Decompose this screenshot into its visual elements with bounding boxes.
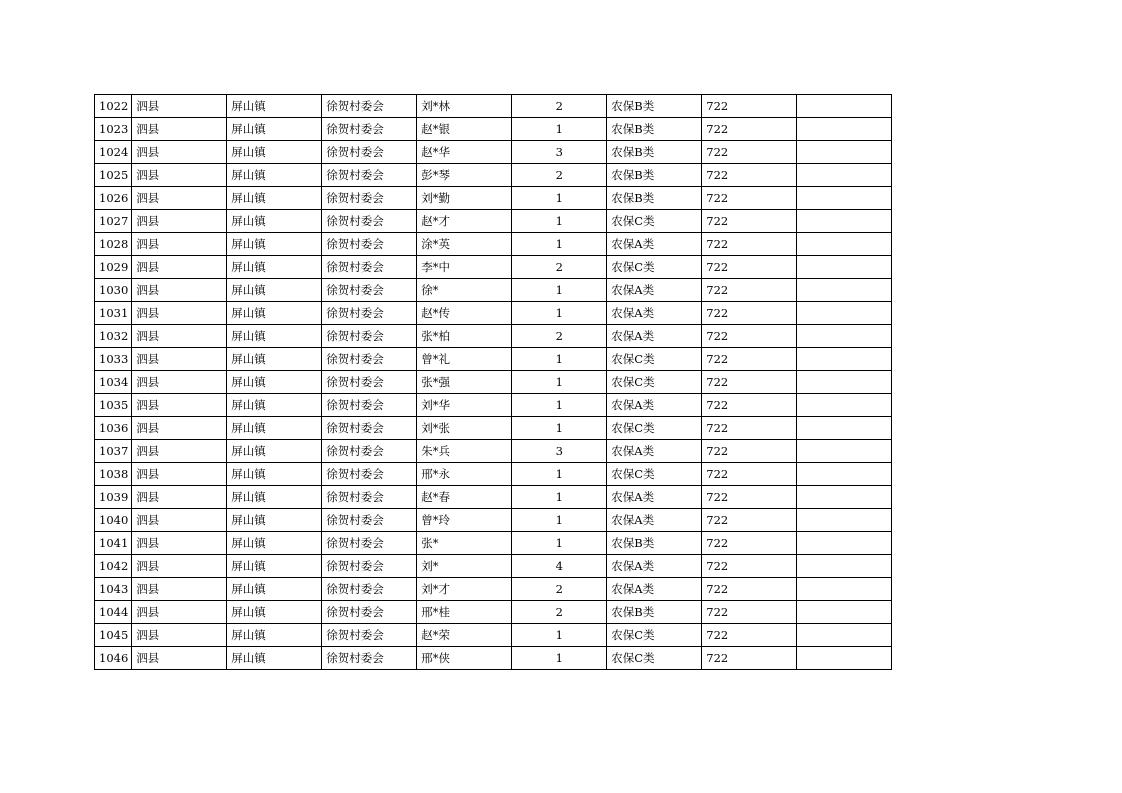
village-cell: 徐贺村委会	[322, 141, 417, 164]
count-cell: 3	[512, 440, 607, 463]
village-cell: 徐贺村委会	[322, 233, 417, 256]
county-cell: 泗县	[132, 532, 227, 555]
town-cell: 屏山镇	[227, 302, 322, 325]
row-index-cell: 1028	[95, 233, 132, 256]
category-cell: 农保C类	[607, 371, 702, 394]
count-cell: 1	[512, 463, 607, 486]
town-cell: 屏山镇	[227, 463, 322, 486]
village-cell: 徐贺村委会	[322, 279, 417, 302]
note-cell	[797, 532, 892, 555]
name-cell: 赵*传	[417, 302, 512, 325]
note-cell	[797, 601, 892, 624]
row-index-cell: 1032	[95, 325, 132, 348]
village-cell: 徐贺村委会	[322, 187, 417, 210]
village-cell: 徐贺村委会	[322, 210, 417, 233]
row-index-cell: 1029	[95, 256, 132, 279]
name-cell: 刘*华	[417, 394, 512, 417]
amount-cell: 722	[702, 371, 797, 394]
town-cell: 屏山镇	[227, 440, 322, 463]
table-row	[95, 532, 892, 555]
town-cell: 屏山镇	[227, 601, 322, 624]
town-cell: 屏山镇	[227, 371, 322, 394]
row-index-cell: 1035	[95, 394, 132, 417]
amount-cell: 722	[702, 463, 797, 486]
count-cell: 2	[512, 578, 607, 601]
count-cell: 1	[512, 509, 607, 532]
amount-cell: 722	[702, 555, 797, 578]
row-index-cell: 1025	[95, 164, 132, 187]
count-cell: 2	[512, 256, 607, 279]
table-row	[95, 463, 892, 486]
amount-cell: 722	[702, 164, 797, 187]
category-cell: 农保A类	[607, 394, 702, 417]
county-cell: 泗县	[132, 118, 227, 141]
name-cell: 赵*春	[417, 486, 512, 509]
amount-cell: 722	[702, 509, 797, 532]
name-cell: 邢*桂	[417, 601, 512, 624]
category-cell: 农保B类	[607, 95, 702, 118]
row-index-cell: 1034	[95, 371, 132, 394]
village-cell: 徐贺村委会	[322, 417, 417, 440]
row-index-cell: 1043	[95, 578, 132, 601]
table-row	[95, 624, 892, 647]
village-cell: 徐贺村委会	[322, 302, 417, 325]
count-cell: 2	[512, 325, 607, 348]
amount-cell: 722	[702, 279, 797, 302]
category-cell: 农保C类	[607, 210, 702, 233]
county-cell: 泗县	[132, 440, 227, 463]
town-cell: 屏山镇	[227, 555, 322, 578]
note-cell	[797, 371, 892, 394]
name-cell: 涂*英	[417, 233, 512, 256]
village-cell: 徐贺村委会	[322, 164, 417, 187]
category-cell: 农保B类	[607, 187, 702, 210]
count-cell: 1	[512, 210, 607, 233]
category-cell: 农保A类	[607, 440, 702, 463]
name-cell: 张*强	[417, 371, 512, 394]
county-cell: 泗县	[132, 417, 227, 440]
note-cell	[797, 417, 892, 440]
table-row	[95, 440, 892, 463]
name-cell: 赵*才	[417, 210, 512, 233]
county-cell: 泗县	[132, 256, 227, 279]
town-cell: 屏山镇	[227, 187, 322, 210]
county-cell: 泗县	[132, 325, 227, 348]
category-cell: 农保B类	[607, 118, 702, 141]
count-cell: 1	[512, 371, 607, 394]
table-row	[95, 555, 892, 578]
town-cell: 屏山镇	[227, 417, 322, 440]
county-cell: 泗县	[132, 141, 227, 164]
count-cell: 1	[512, 394, 607, 417]
village-cell: 徐贺村委会	[322, 601, 417, 624]
category-cell: 农保C类	[607, 256, 702, 279]
amount-cell: 722	[702, 210, 797, 233]
town-cell: 屏山镇	[227, 233, 322, 256]
village-cell: 徐贺村委会	[322, 325, 417, 348]
count-cell: 1	[512, 532, 607, 555]
row-index-cell: 1033	[95, 348, 132, 371]
village-cell: 徐贺村委会	[322, 95, 417, 118]
category-cell: 农保A类	[607, 578, 702, 601]
town-cell: 屏山镇	[227, 394, 322, 417]
town-cell: 屏山镇	[227, 486, 322, 509]
amount-cell: 722	[702, 417, 797, 440]
note-cell	[797, 95, 892, 118]
table-row	[95, 394, 892, 417]
table-row	[95, 486, 892, 509]
amount-cell: 722	[702, 233, 797, 256]
name-cell: 刘*才	[417, 578, 512, 601]
town-cell: 屏山镇	[227, 578, 322, 601]
name-cell: 邢*永	[417, 463, 512, 486]
village-cell: 徐贺村委会	[322, 624, 417, 647]
note-cell	[797, 233, 892, 256]
village-cell: 徐贺村委会	[322, 371, 417, 394]
amount-cell: 722	[702, 601, 797, 624]
village-cell: 徐贺村委会	[322, 256, 417, 279]
table-row	[95, 210, 892, 233]
row-index-cell: 1027	[95, 210, 132, 233]
table-row	[95, 95, 892, 118]
town-cell: 屏山镇	[227, 210, 322, 233]
category-cell: 农保C类	[607, 647, 702, 670]
county-cell: 泗县	[132, 647, 227, 670]
county-cell: 泗县	[132, 371, 227, 394]
table-row	[95, 325, 892, 348]
name-cell: 曾*礼	[417, 348, 512, 371]
village-cell: 徐贺村委会	[322, 440, 417, 463]
amount-cell: 722	[702, 118, 797, 141]
category-cell: 农保A类	[607, 279, 702, 302]
table-row	[95, 118, 892, 141]
county-cell: 泗县	[132, 463, 227, 486]
table-row	[95, 141, 892, 164]
amount-cell: 722	[702, 325, 797, 348]
county-cell: 泗县	[132, 624, 227, 647]
county-cell: 泗县	[132, 187, 227, 210]
village-cell: 徐贺村委会	[322, 463, 417, 486]
amount-cell: 722	[702, 486, 797, 509]
county-cell: 泗县	[132, 233, 227, 256]
town-cell: 屏山镇	[227, 647, 322, 670]
name-cell: 刘*张	[417, 417, 512, 440]
table-row	[95, 647, 892, 670]
village-cell: 徐贺村委会	[322, 394, 417, 417]
row-index-cell: 1023	[95, 118, 132, 141]
village-cell: 徐贺村委会	[322, 118, 417, 141]
row-index-cell: 1039	[95, 486, 132, 509]
row-index-cell: 1022	[95, 95, 132, 118]
note-cell	[797, 325, 892, 348]
table-row	[95, 417, 892, 440]
name-cell: 李*中	[417, 256, 512, 279]
count-cell: 1	[512, 302, 607, 325]
category-cell: 农保A类	[607, 486, 702, 509]
amount-cell: 722	[702, 348, 797, 371]
town-cell: 屏山镇	[227, 141, 322, 164]
county-cell: 泗县	[132, 486, 227, 509]
table-row	[95, 279, 892, 302]
count-cell: 1	[512, 118, 607, 141]
village-cell: 徐贺村委会	[322, 555, 417, 578]
table-row	[95, 509, 892, 532]
row-index-cell: 1036	[95, 417, 132, 440]
village-cell: 徐贺村委会	[322, 647, 417, 670]
row-index-cell: 1044	[95, 601, 132, 624]
village-cell: 徐贺村委会	[322, 578, 417, 601]
county-cell: 泗县	[132, 555, 227, 578]
amount-cell: 722	[702, 532, 797, 555]
town-cell: 屏山镇	[227, 164, 322, 187]
category-cell: 农保C类	[607, 348, 702, 371]
note-cell	[797, 210, 892, 233]
row-index-cell: 1024	[95, 141, 132, 164]
category-cell: 农保A类	[607, 233, 702, 256]
row-index-cell: 1042	[95, 555, 132, 578]
amount-cell: 722	[702, 302, 797, 325]
town-cell: 屏山镇	[227, 348, 322, 371]
county-cell: 泗县	[132, 394, 227, 417]
note-cell	[797, 624, 892, 647]
table-row	[95, 601, 892, 624]
name-cell: 彭*琴	[417, 164, 512, 187]
note-cell	[797, 555, 892, 578]
table-body	[95, 95, 892, 670]
county-cell: 泗县	[132, 601, 227, 624]
county-cell: 泗县	[132, 210, 227, 233]
table-row	[95, 256, 892, 279]
county-cell: 泗县	[132, 302, 227, 325]
name-cell: 张*柏	[417, 325, 512, 348]
note-cell	[797, 509, 892, 532]
category-cell: 农保C类	[607, 624, 702, 647]
town-cell: 屏山镇	[227, 624, 322, 647]
amount-cell: 722	[702, 440, 797, 463]
note-cell	[797, 164, 892, 187]
amount-cell: 722	[702, 141, 797, 164]
amount-cell: 722	[702, 578, 797, 601]
row-index-cell: 1038	[95, 463, 132, 486]
village-cell: 徐贺村委会	[322, 532, 417, 555]
count-cell: 1	[512, 187, 607, 210]
county-cell: 泗县	[132, 348, 227, 371]
category-cell: 农保C类	[607, 463, 702, 486]
count-cell: 4	[512, 555, 607, 578]
row-index-cell: 1040	[95, 509, 132, 532]
note-cell	[797, 187, 892, 210]
count-cell: 2	[512, 601, 607, 624]
data-table	[94, 94, 892, 670]
name-cell: 刘*	[417, 555, 512, 578]
village-cell: 徐贺村委会	[322, 348, 417, 371]
count-cell: 2	[512, 95, 607, 118]
category-cell: 农保C类	[607, 417, 702, 440]
note-cell	[797, 647, 892, 670]
count-cell: 1	[512, 348, 607, 371]
count-cell: 1	[512, 624, 607, 647]
county-cell: 泗县	[132, 578, 227, 601]
name-cell: 邢*侠	[417, 647, 512, 670]
row-index-cell: 1045	[95, 624, 132, 647]
amount-cell: 722	[702, 624, 797, 647]
county-cell: 泗县	[132, 509, 227, 532]
amount-cell: 722	[702, 187, 797, 210]
category-cell: 农保B类	[607, 532, 702, 555]
count-cell: 1	[512, 486, 607, 509]
county-cell: 泗县	[132, 279, 227, 302]
town-cell: 屏山镇	[227, 509, 322, 532]
town-cell: 屏山镇	[227, 532, 322, 555]
name-cell: 赵*荣	[417, 624, 512, 647]
row-index-cell: 1046	[95, 647, 132, 670]
row-index-cell: 1031	[95, 302, 132, 325]
count-cell: 1	[512, 647, 607, 670]
category-cell: 农保A类	[607, 509, 702, 532]
note-cell	[797, 141, 892, 164]
category-cell: 农保B类	[607, 164, 702, 187]
name-cell: 曾*玲	[417, 509, 512, 532]
table-row	[95, 164, 892, 187]
amount-cell: 722	[702, 95, 797, 118]
category-cell: 农保B类	[607, 601, 702, 624]
note-cell	[797, 486, 892, 509]
count-cell: 2	[512, 164, 607, 187]
row-index-cell: 1041	[95, 532, 132, 555]
amount-cell: 722	[702, 647, 797, 670]
row-index-cell: 1026	[95, 187, 132, 210]
county-cell: 泗县	[132, 95, 227, 118]
amount-cell: 722	[702, 256, 797, 279]
row-index-cell: 1037	[95, 440, 132, 463]
category-cell: 农保A类	[607, 555, 702, 578]
category-cell: 农保B类	[607, 141, 702, 164]
note-cell	[797, 302, 892, 325]
note-cell	[797, 440, 892, 463]
name-cell: 刘*勤	[417, 187, 512, 210]
amount-cell: 722	[702, 394, 797, 417]
table-row	[95, 233, 892, 256]
town-cell: 屏山镇	[227, 256, 322, 279]
category-cell: 农保A类	[607, 325, 702, 348]
category-cell: 农保A类	[607, 302, 702, 325]
note-cell	[797, 394, 892, 417]
name-cell: 赵*银	[417, 118, 512, 141]
count-cell: 1	[512, 279, 607, 302]
village-cell: 徐贺村委会	[322, 486, 417, 509]
note-cell	[797, 118, 892, 141]
count-cell: 3	[512, 141, 607, 164]
name-cell: 赵*华	[417, 141, 512, 164]
town-cell: 屏山镇	[227, 279, 322, 302]
count-cell: 1	[512, 417, 607, 440]
count-cell: 1	[512, 233, 607, 256]
name-cell: 朱*兵	[417, 440, 512, 463]
county-cell: 泗县	[132, 164, 227, 187]
village-cell: 徐贺村委会	[322, 509, 417, 532]
town-cell: 屏山镇	[227, 95, 322, 118]
table-row	[95, 187, 892, 210]
note-cell	[797, 348, 892, 371]
town-cell: 屏山镇	[227, 325, 322, 348]
note-cell	[797, 578, 892, 601]
name-cell: 徐*	[417, 279, 512, 302]
table-row	[95, 348, 892, 371]
note-cell	[797, 279, 892, 302]
table-row	[95, 371, 892, 394]
note-cell	[797, 256, 892, 279]
name-cell: 张*	[417, 532, 512, 555]
row-index-cell: 1030	[95, 279, 132, 302]
table-row	[95, 302, 892, 325]
name-cell: 刘*林	[417, 95, 512, 118]
note-cell	[797, 463, 892, 486]
town-cell: 屏山镇	[227, 118, 322, 141]
table-row	[95, 578, 892, 601]
